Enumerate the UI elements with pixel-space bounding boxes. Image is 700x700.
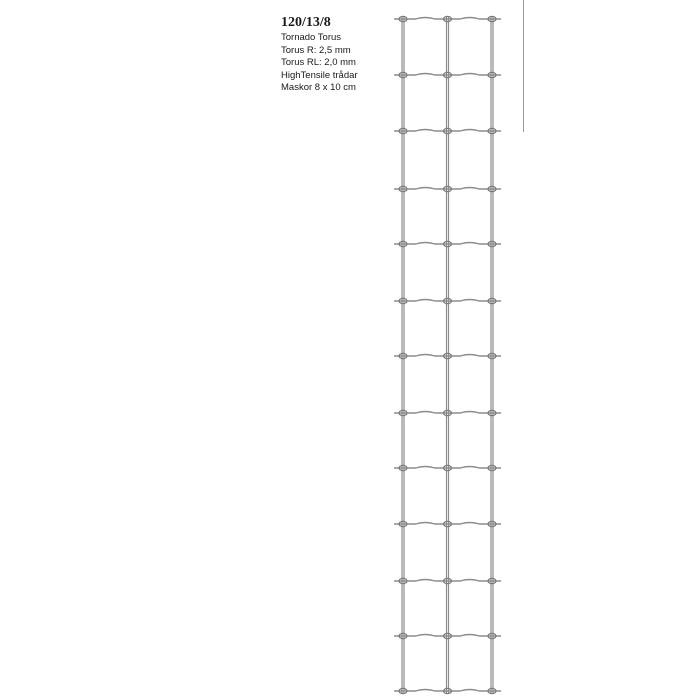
spec-line-torus-rl: Torus RL: 2,0 mm [281, 57, 356, 69]
horizontal-line-wire [394, 690, 501, 692]
horizontal-line-wire [394, 243, 501, 245]
horizontal-line-wire [394, 467, 501, 469]
product-code: 120/13/8 [281, 15, 331, 30]
spec-line-torus-r: Torus R: 2,5 mm [281, 44, 351, 56]
horizontal-line-wire [394, 412, 501, 414]
horizontal-line-wire [394, 18, 501, 20]
horizontal-line-wire [394, 635, 501, 637]
spec-line-wires: HighTensile trådar [281, 69, 358, 81]
horizontal-line-wire [394, 580, 501, 582]
horizontal-line-wire [394, 130, 501, 132]
spec-line-mesh-size: Maskor 8 x 10 cm [281, 82, 356, 94]
horizontal-line-wire [394, 355, 501, 357]
spec-line-model: Tornado Torus [281, 32, 342, 43]
horizontal-line-wire [394, 300, 501, 302]
horizontal-line-wire [394, 74, 501, 76]
horizontal-line-wire [394, 188, 501, 190]
horizontal-line-wire [394, 523, 501, 525]
